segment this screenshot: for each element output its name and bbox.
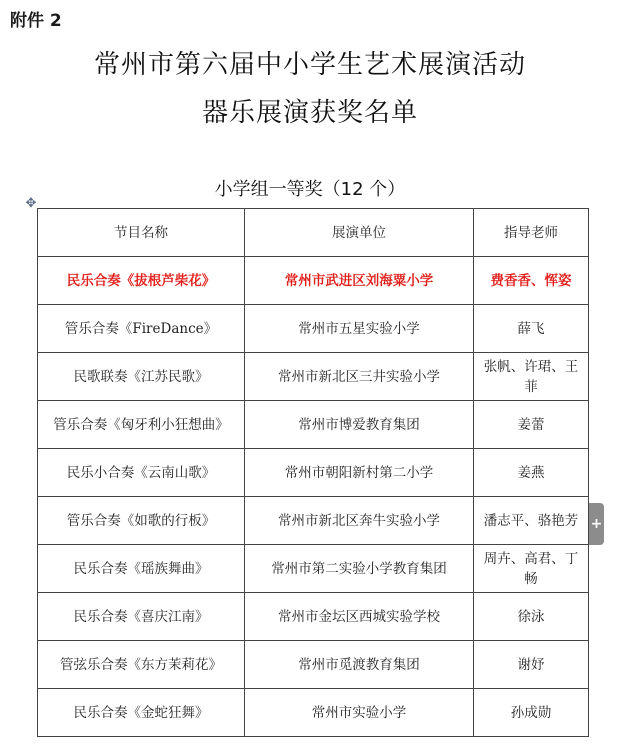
- unit-cell: 常州市新北区奔牛实验小学: [245, 497, 474, 545]
- unit-cell: 常州市武进区刘海粟小学: [245, 257, 474, 305]
- unit-cell: 常州市金坛区西城实验学校: [245, 593, 474, 641]
- table-row: [38, 545, 589, 593]
- teacher-cell: 周卉、高君、丁畅: [474, 545, 589, 593]
- table-row: [38, 353, 589, 401]
- table-row: [38, 689, 589, 737]
- unit-cell: 常州市实验小学: [245, 689, 474, 737]
- teacher-cell: 孙成勋: [474, 689, 589, 737]
- table-row: [38, 305, 589, 353]
- unit-cell: 常州市第二实验小学教育集团: [245, 545, 474, 593]
- header-unit: 展演单位: [245, 209, 474, 257]
- program-cell: 民歌联奏《江苏民歌》: [38, 353, 245, 401]
- table-row: [38, 257, 589, 305]
- header-teacher: 指导老师: [474, 209, 589, 257]
- table-row: [38, 593, 589, 641]
- program-cell: 民乐合奏《喜庆江南》: [38, 593, 245, 641]
- program-cell: 民乐合奏《拔根芦柴花》: [38, 257, 245, 305]
- teacher-cell: 姜燕: [474, 449, 589, 497]
- plus-icon[interactable]: +: [590, 516, 603, 532]
- program-cell: 管弦乐合奏《东方茉莉花》: [38, 641, 245, 689]
- awards-table: [37, 208, 589, 737]
- program-cell: 民乐小合奏《云南山歌》: [38, 449, 245, 497]
- table-row: [38, 449, 589, 497]
- program-cell: 管乐合奏《匈牙利小狂想曲》: [38, 401, 245, 449]
- unit-cell: 常州市觅渡教育集团: [245, 641, 474, 689]
- teacher-cell: 徐泳: [474, 593, 589, 641]
- teacher-cell: 费香香、恽姿: [474, 257, 589, 305]
- program-cell: 民乐合奏《瑶族舞曲》: [38, 545, 245, 593]
- program-cell: 管乐合奏《FireDance》: [38, 305, 245, 353]
- program-cell: 管乐合奏《如歌的行板》: [38, 497, 245, 545]
- program-cell: 民乐合奏《金蛇狂舞》: [38, 689, 245, 737]
- table-row: [38, 401, 589, 449]
- unit-cell: 常州市五星实验小学: [245, 305, 474, 353]
- header-program: 节目名称: [38, 209, 245, 257]
- table-move-handle-icon[interactable]: ✥: [25, 196, 37, 211]
- teacher-cell: 张帆、许珺、王菲: [474, 353, 589, 401]
- page-title-line-2: 器乐展演获奖名单: [201, 98, 418, 128]
- section-title: 小学组一等奖（12 个）: [214, 179, 406, 200]
- side-expand-tab[interactable]: [589, 503, 604, 545]
- teacher-cell: 姜蕾: [474, 401, 589, 449]
- table-header-row: [38, 209, 589, 257]
- unit-cell: 常州市朝阳新村第二小学: [245, 449, 474, 497]
- page-title-line-1: 常州市第六届中小学生艺术展演活动: [93, 50, 526, 80]
- unit-cell: 常州市新北区三井实验小学: [245, 353, 474, 401]
- table-row: [38, 641, 589, 689]
- teacher-cell: 谢妤: [474, 641, 589, 689]
- attachment-label: 附件 2: [10, 11, 62, 31]
- teacher-cell: 薛飞: [474, 305, 589, 353]
- teacher-cell: 潘志平、骆艳芳: [474, 497, 589, 545]
- table-row: [38, 497, 589, 545]
- unit-cell: 常州市博爱教育集团: [245, 401, 474, 449]
